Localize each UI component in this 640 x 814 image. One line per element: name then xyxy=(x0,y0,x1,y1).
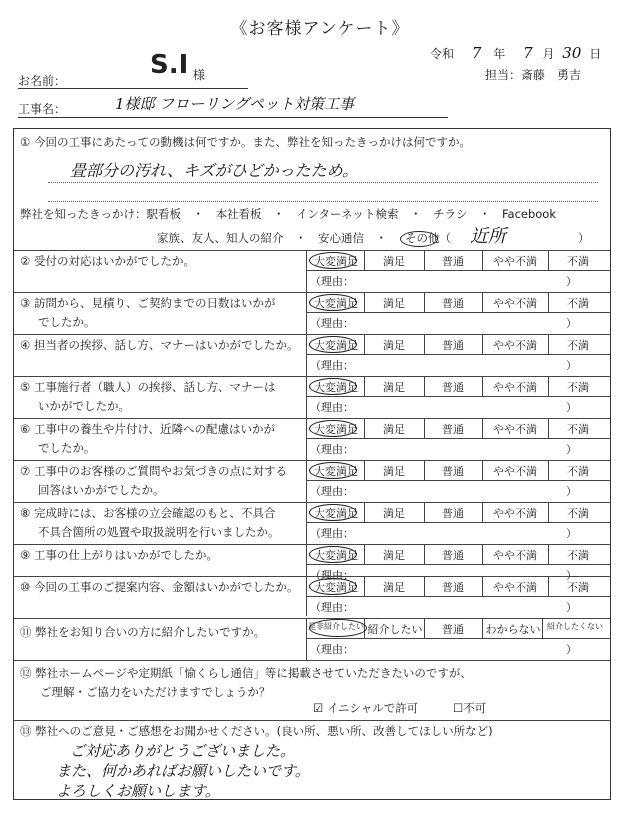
answer-divider xyxy=(306,544,307,576)
q1-other-close: ） xyxy=(578,231,590,245)
q11-selected-mark xyxy=(309,619,367,637)
q11-reason-divider xyxy=(306,638,611,639)
rating-option[interactable]: 大変満足 xyxy=(314,297,358,310)
reason-close: ） xyxy=(566,485,577,498)
rating-option[interactable]: 満足 xyxy=(383,507,405,520)
q11-option-divider xyxy=(424,618,425,638)
rating-option[interactable]: 満足 xyxy=(383,549,405,562)
rating-option[interactable]: 満足 xyxy=(383,423,405,436)
option-divider xyxy=(482,376,483,396)
answer-divider xyxy=(306,334,307,376)
customer-name: S.I xyxy=(150,50,189,80)
q11-question: ⑪ 弊社をお知り合いの方に紹介したいですか。 xyxy=(20,625,266,639)
rating-option[interactable]: やや不満 xyxy=(493,507,537,520)
rating-option[interactable]: 不満 xyxy=(567,255,589,268)
option-divider xyxy=(424,334,425,354)
reason-divider xyxy=(306,564,611,565)
option-divider xyxy=(364,292,365,312)
question-text: ⑩ 今回の工事のご提案内容、金額はいかがでしたか。 xyxy=(20,580,299,594)
reason-label: （理由： xyxy=(310,275,354,288)
q13-answer-2: また、何かあればお願いしたいです。 xyxy=(56,762,310,780)
work-underline xyxy=(18,117,448,118)
rating-option[interactable]: やや不満 xyxy=(493,465,537,478)
q1-source: 弊社を知ったきっかけ：駅看板 ・ 本社看板 ・ インターネット検索 ・ チラシ ・ Facebook xyxy=(20,207,556,221)
q1-answer-line xyxy=(48,182,598,183)
q12-divider xyxy=(13,660,611,661)
q1-question: ① 今回の工事にあたっての動機は何ですか。また、弊社を知ったきっかけは何ですか。 xyxy=(20,135,471,149)
rating-option[interactable]: 不満 xyxy=(567,381,589,394)
question-divider xyxy=(13,502,611,503)
date-month-unit: 月 xyxy=(542,47,555,61)
question-divider xyxy=(13,250,611,251)
answer-divider xyxy=(306,292,307,334)
q11-reason-close: ） xyxy=(566,643,577,656)
q12-opt-no[interactable]: ☐不可 xyxy=(453,701,487,715)
q12-question: ⑫ 弊社ホームページや定期紙「愉くらし通信」等に掲載させていただきたいのですが、 xyxy=(20,666,472,680)
option-divider xyxy=(482,250,483,270)
option-divider xyxy=(364,376,365,396)
rating-option[interactable]: 大変満足 xyxy=(314,549,358,562)
rating-option[interactable]: 満足 xyxy=(383,381,405,394)
option-divider xyxy=(548,460,549,480)
option-divider xyxy=(364,334,365,354)
q11-option[interactable]: わからない xyxy=(485,623,541,636)
reason-label: （理由： xyxy=(310,317,354,330)
rating-option[interactable]: 大変満足 xyxy=(314,381,358,394)
q13-answer-1: ご対応ありがとうございました。 xyxy=(70,742,296,760)
rating-option[interactable]: 普通 xyxy=(442,581,464,594)
rating-option[interactable]: 大変満足 xyxy=(314,507,358,520)
q1-other-value: 近所 xyxy=(470,226,506,247)
reason-divider xyxy=(306,438,611,439)
q13-question: ⑬ 弊社へのご意見・ご感想をお聞かせください。(良い所、悪い所、改善してほしい所など) xyxy=(20,724,493,738)
q11-answer-divider xyxy=(306,618,307,660)
selected-mark xyxy=(309,420,357,437)
reason-divider xyxy=(306,270,611,271)
rating-option[interactable]: 普通 xyxy=(442,255,464,268)
option-divider xyxy=(424,292,425,312)
rating-option[interactable]: 不満 xyxy=(567,507,589,520)
rating-option[interactable]: 大変満足 xyxy=(314,465,358,478)
q11-option[interactable]: 紹介したくない xyxy=(547,622,603,631)
selected-mark xyxy=(309,336,357,353)
date-era: 令和 xyxy=(430,47,455,61)
q11-option-divider xyxy=(542,618,543,638)
option-divider xyxy=(548,334,549,354)
question-text: ④ 担当者の挨拶、話し方、マナーはいかがでしたか。 xyxy=(20,338,299,352)
selected-mark xyxy=(309,378,357,395)
rating-option[interactable]: 普通 xyxy=(442,297,464,310)
rating-option[interactable]: やや不満 xyxy=(493,339,537,352)
option-divider xyxy=(424,576,425,596)
q11-option[interactable]: 普通 xyxy=(442,623,464,636)
q11-divider xyxy=(13,618,611,619)
reason-close: ） xyxy=(566,359,577,372)
q12-question-2: ご理解・ご協力をいただけますでしょうか？ xyxy=(40,685,271,699)
answer-divider xyxy=(306,502,307,544)
reason-close: ） xyxy=(566,443,577,456)
rating-option[interactable]: 普通 xyxy=(442,549,464,562)
option-divider xyxy=(424,418,425,438)
name-label: お名前： xyxy=(18,74,67,88)
selected-mark xyxy=(309,294,357,311)
question-text-2: でしたか。 xyxy=(38,315,96,329)
question-text: ⑦ 工事中のお客様のご質問やお気づきの点に対する xyxy=(20,464,287,478)
option-divider xyxy=(424,250,425,270)
reason-close: ） xyxy=(566,601,577,614)
reason-divider xyxy=(306,312,611,313)
q1-answer-line-2 xyxy=(48,201,598,202)
reason-label: （理由： xyxy=(310,401,354,414)
rating-option[interactable]: やや不満 xyxy=(493,581,537,594)
rating-option[interactable]: やや不満 xyxy=(493,297,537,310)
q1-answer: 畳部分の汚れ、キズがひどかったため。 xyxy=(70,161,359,180)
selected-mark xyxy=(309,462,357,479)
question-text-2: 回答はいかがでしたか。 xyxy=(38,483,165,497)
name-underline xyxy=(18,88,248,89)
question-text: ③ 訪問から、見積り、ご契約までの日数はいかが xyxy=(20,296,276,310)
option-divider xyxy=(548,292,549,312)
answer-divider xyxy=(306,250,307,292)
q11-option-divider xyxy=(482,618,483,638)
option-divider xyxy=(424,502,425,522)
q12-opt-no-label: 不可 xyxy=(463,701,487,715)
question-divider xyxy=(13,292,611,293)
reason-divider xyxy=(306,522,611,523)
option-divider xyxy=(364,460,365,480)
page-title: 《お客様アンケート》 xyxy=(230,19,410,39)
reason-divider xyxy=(306,396,611,397)
question-text-2: いかがでしたか。 xyxy=(38,399,130,413)
question-divider xyxy=(13,544,611,545)
option-divider xyxy=(482,502,483,522)
rating-option[interactable]: 不満 xyxy=(567,581,589,594)
reason-label: （理由： xyxy=(310,359,354,372)
rating-option[interactable]: 普通 xyxy=(442,423,464,436)
q11-option[interactable]: 是非紹介したい xyxy=(308,622,364,631)
rating-option[interactable]: 大変満足 xyxy=(314,255,358,268)
question-text: ⑧ 完成時には、お客様の立会確認のもと、不具合 xyxy=(20,506,276,520)
option-divider xyxy=(364,250,365,270)
question-divider xyxy=(13,376,611,377)
rating-option[interactable]: 満足 xyxy=(383,297,405,310)
reason-label: （理由： xyxy=(310,569,354,582)
q11-option[interactable]: 紹介したい xyxy=(367,623,423,636)
reason-close: ） xyxy=(566,275,577,288)
selected-mark xyxy=(309,546,357,563)
rating-option[interactable]: 大変満足 xyxy=(314,581,358,594)
question-text: ② 受付の対応はいかがでしたか。 xyxy=(20,254,195,268)
q11-reason-label: （理由： xyxy=(310,643,354,656)
q1-other-label: その他（ xyxy=(405,231,451,245)
option-divider xyxy=(424,460,425,480)
question-divider xyxy=(13,576,611,577)
option-divider xyxy=(548,544,549,564)
staff-label: 担当：斎藤 勇吉 xyxy=(485,68,582,82)
option-divider xyxy=(482,544,483,564)
answer-divider xyxy=(306,376,307,418)
q13-divider xyxy=(13,720,611,721)
option-divider xyxy=(364,576,365,596)
rating-option[interactable]: 大変満足 xyxy=(314,423,358,436)
option-divider xyxy=(424,376,425,396)
reason-divider xyxy=(306,480,611,481)
selected-mark xyxy=(309,578,357,595)
rating-option[interactable]: 不満 xyxy=(567,423,589,436)
rating-option[interactable]: 不満 xyxy=(567,339,589,352)
rating-option[interactable]: 普通 xyxy=(442,465,464,478)
q1-source-2: 家族、友人、知人の紹介 ・ 安心通信 ・ xyxy=(157,231,387,245)
date-year: 7 xyxy=(471,44,482,62)
option-divider xyxy=(482,334,483,354)
option-divider xyxy=(548,250,549,270)
rating-option[interactable]: やや不満 xyxy=(493,549,537,562)
rating-option[interactable]: 不満 xyxy=(567,297,589,310)
q12-opt-yes[interactable]: ☑ イニシャルで許可 xyxy=(313,701,419,715)
rating-option[interactable]: 普通 xyxy=(442,507,464,520)
option-divider xyxy=(482,576,483,596)
name-suffix: 様 xyxy=(193,68,206,82)
q13-answer-3: よろしくお願いします。 xyxy=(56,782,220,800)
rating-option[interactable]: やや不満 xyxy=(493,381,537,394)
option-divider xyxy=(364,544,365,564)
work-name: 1様邸 フローリングペット対策工事 xyxy=(115,95,355,113)
date-year-unit: 年 xyxy=(493,47,506,61)
rating-option[interactable]: 満足 xyxy=(383,465,405,478)
question-divider xyxy=(13,334,611,335)
rating-option[interactable]: 満足 xyxy=(383,339,405,352)
option-divider xyxy=(364,502,365,522)
reason-label: （理由： xyxy=(310,601,354,614)
rating-option[interactable]: 満足 xyxy=(383,255,405,268)
reason-label: （理由： xyxy=(310,527,354,540)
date-day-unit: 日 xyxy=(589,47,602,61)
q12-opt-yes-label: イニシャルで許可 xyxy=(326,701,419,715)
date-day: 30 xyxy=(562,44,582,62)
reason-close: ） xyxy=(566,527,577,540)
option-divider xyxy=(424,544,425,564)
reason-divider xyxy=(306,596,611,597)
question-divider xyxy=(13,460,611,461)
reason-divider xyxy=(306,354,611,355)
rating-option[interactable]: 普通 xyxy=(442,381,464,394)
rating-option[interactable]: やや不満 xyxy=(493,255,537,268)
selected-mark xyxy=(309,504,357,521)
question-text-2: でしたか。 xyxy=(38,441,96,455)
rating-option[interactable]: 普通 xyxy=(442,339,464,352)
option-divider xyxy=(548,376,549,396)
rating-option[interactable]: 大変満足 xyxy=(314,339,358,352)
option-divider xyxy=(482,418,483,438)
reason-close: ） xyxy=(566,569,577,582)
question-text-2: 不具合箇所の処置や取扱説明を行いましたか。 xyxy=(38,525,280,539)
option-divider xyxy=(548,502,549,522)
option-divider xyxy=(548,418,549,438)
question-divider xyxy=(13,418,611,419)
answer-divider xyxy=(306,418,307,460)
date-month: 7 xyxy=(523,44,533,62)
rating-option[interactable]: 不満 xyxy=(567,465,589,478)
other-selected-mark xyxy=(400,231,438,247)
rating-option[interactable]: 満足 xyxy=(383,581,405,594)
rating-option[interactable]: 不満 xyxy=(567,549,589,562)
option-divider xyxy=(482,292,483,312)
work-label: 工事名： xyxy=(18,102,67,116)
reason-label: （理由： xyxy=(310,485,354,498)
selected-mark xyxy=(309,252,357,269)
answer-divider xyxy=(306,460,307,502)
date-field xyxy=(430,44,601,62)
rating-option[interactable]: やや不満 xyxy=(493,423,537,436)
reason-label: （理由： xyxy=(310,443,354,456)
question-text: ⑨ 工事の仕上がりはいかがでしたか。 xyxy=(20,548,218,562)
question-text: ⑤ 工事施行者（職人）の挨拶、話し方、マナーは xyxy=(20,380,276,394)
question-text: ⑥ 工事中の養生や片付け、近隣への配慮はいかが xyxy=(20,422,276,436)
reason-close: ） xyxy=(566,317,577,330)
reason-close: ） xyxy=(566,401,577,414)
option-divider xyxy=(482,460,483,480)
option-divider xyxy=(548,576,549,596)
option-divider xyxy=(364,418,365,438)
